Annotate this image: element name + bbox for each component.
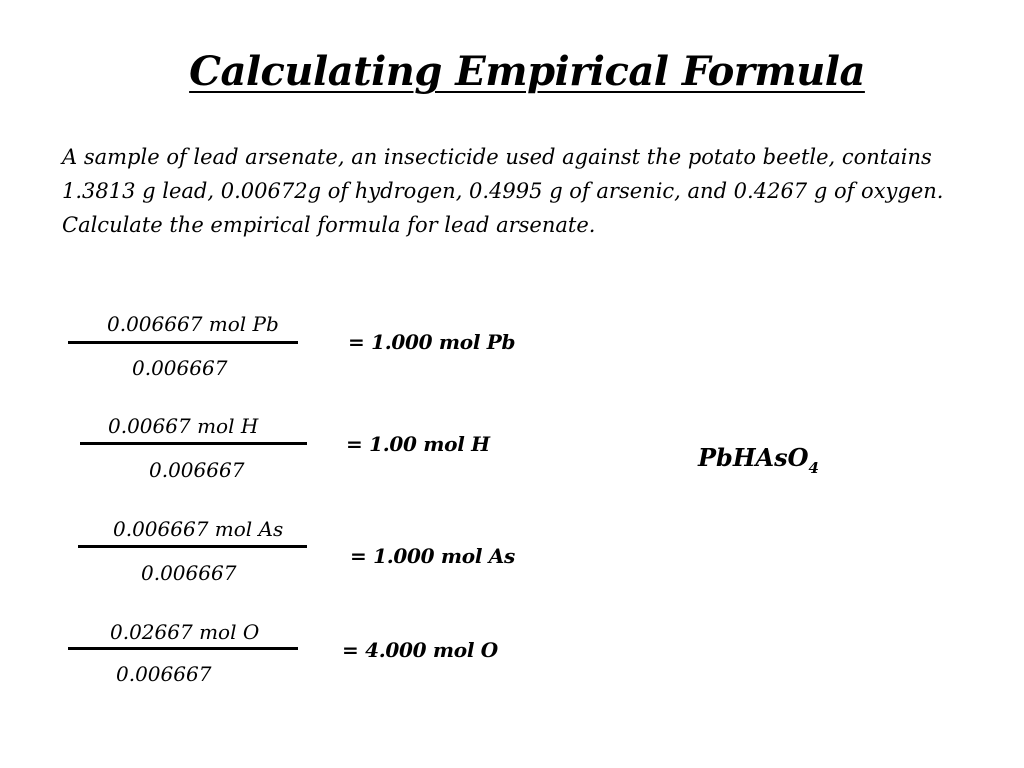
fraction-bar-as [78, 545, 307, 548]
numerator-o: 0.02667 mol O [110, 620, 260, 644]
denominator-as: 0.006667 [141, 561, 237, 585]
result-o: = 4.000 mol O [342, 638, 498, 662]
fraction-row-pb [0, 310, 1024, 400]
result-pb: = 1.000 mol Pb [348, 330, 516, 354]
denominator-o: 0.006667 [116, 662, 212, 686]
numerator-as: 0.006667 mol As [113, 517, 284, 541]
result-h: = 1.00 mol H [346, 432, 490, 456]
problem-statement: A sample of lead arsenate, an insecticide used against the potato beetle, contains 1.3813 g lead, 0.00672g of hydrogen, 0.4995 g of arsenic, and 0.4267 g of oxygen. Calculate the empirical formula for lead arsenate. [62, 145, 944, 237]
numerator-h: 0.00667 mol H [108, 414, 259, 438]
fraction-row-as [0, 515, 1024, 605]
result-as: = 1.000 mol As [350, 544, 515, 568]
denominator-h: 0.006667 [149, 458, 245, 482]
numerator-pb: 0.006667 mol Pb [107, 312, 279, 336]
fraction-bar-pb [68, 341, 298, 344]
denominator-pb: 0.006667 [132, 356, 228, 380]
empirical-formula [698, 443, 819, 477]
slide-title: Calculating Empirical Formula [189, 48, 865, 95]
formula-base: PbHAsO [698, 443, 809, 472]
fraction-bar-h [80, 442, 307, 445]
fraction-bar-o [68, 647, 298, 650]
fraction-row-o [0, 618, 1024, 708]
fraction-row-h [0, 412, 1024, 502]
formula-subscript: 4 [808, 459, 819, 477]
